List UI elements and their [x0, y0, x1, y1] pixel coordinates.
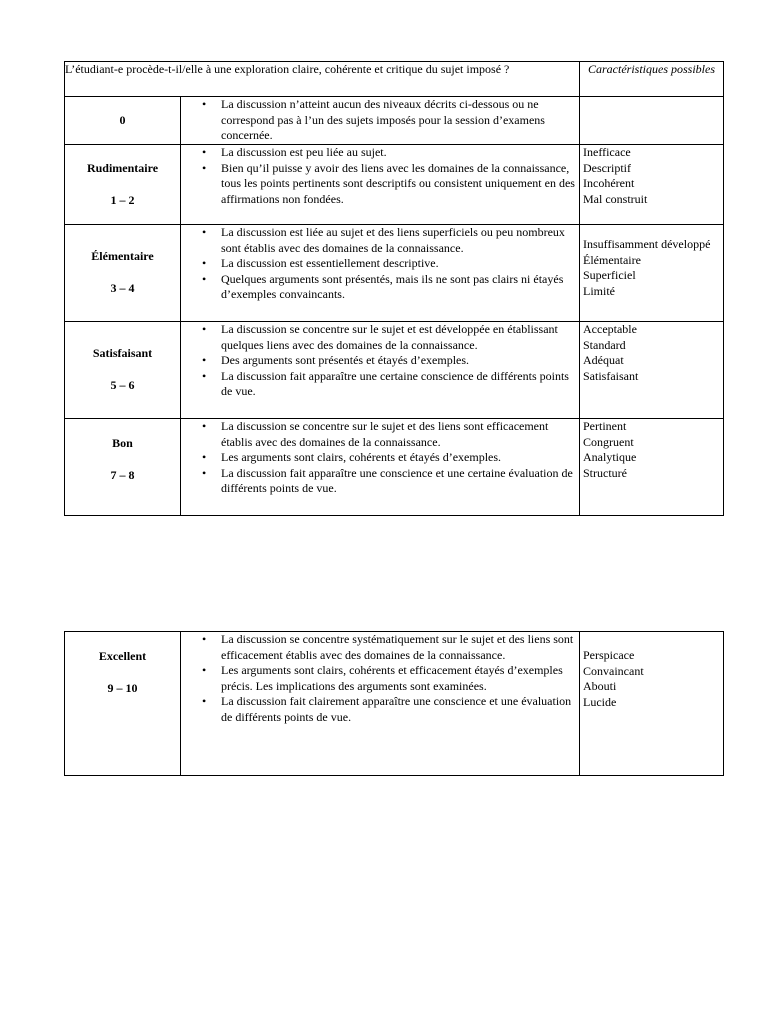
level-name: Rudimentaire — [86, 160, 159, 175]
criteria-list — [181, 225, 579, 303]
level-label-cell — [65, 632, 181, 776]
criteria-list — [181, 145, 579, 207]
criteria-list — [181, 322, 579, 400]
level-row-bon — [65, 419, 724, 516]
rubric-table-continued — [64, 631, 724, 776]
level-label-cell — [65, 419, 181, 516]
characteristic-item: Descriptif — [583, 160, 631, 175]
criteria-item: • Les arguments sont clairs, cohérents et étayés d’exemples. — [221, 450, 575, 466]
criteria-cell — [181, 145, 580, 225]
criteria-list — [181, 97, 579, 144]
characteristics-list — [580, 632, 723, 710]
criteria-cell — [181, 225, 580, 322]
criteria-item: • La discussion fait apparaître une conscience et une certaine évaluation de différents points de vue. — [221, 466, 575, 497]
criteria-item: • La discussion est peu liée au sujet. — [221, 145, 575, 161]
criteria-item: • La discussion n’atteint aucun des niveaux décrits ci-dessous ou ne correspond pas à l’un des sujets imposés pour la session d’examens concernée. — [221, 97, 575, 144]
characteristic-item: Abouti — [583, 679, 617, 694]
characteristic-item: Acceptable — [583, 322, 637, 336]
characteristics-cell — [580, 419, 724, 516]
level-label-cell — [65, 322, 181, 419]
criteria-cell — [181, 632, 580, 776]
characteristics-list — [580, 419, 723, 489]
characteristic-item: Analytique — [583, 450, 637, 465]
criteria-item: • Quelques arguments sont présentés, mais ils ne sont pas clairs ni étayés d’exemples convaincants. — [221, 272, 575, 303]
characteristics-cell — [580, 145, 724, 225]
characteristics-cell — [580, 97, 724, 145]
characteristics-list — [580, 322, 723, 394]
characteristic-item: Adéquat — [583, 353, 624, 368]
characteristics-cell — [580, 225, 724, 322]
level-row-0 — [65, 97, 724, 145]
rubric-table-main — [64, 61, 724, 516]
level-score-range: 9 – 10 — [107, 680, 138, 695]
characteristics-list — [580, 145, 723, 207]
characteristic-item: Superficiel — [583, 268, 636, 283]
level-row-excellent — [65, 632, 724, 776]
characteristics-cell — [580, 322, 724, 419]
level-row-elementaire — [65, 225, 724, 322]
characteristic-item: Convaincant — [583, 663, 644, 678]
level-label-cell — [65, 225, 181, 322]
rubric-header-row — [65, 62, 724, 97]
criteria-list — [181, 632, 579, 726]
level-label-cell — [65, 97, 181, 145]
criteria-item: • La discussion fait apparaître une certaine conscience de différents points de vue. — [221, 369, 575, 400]
level-score-range: 7 – 8 — [110, 468, 135, 482]
criteria-item: • Des arguments sont présentés et étayés d’exemples. — [221, 353, 575, 369]
level-name: Excellent — [98, 649, 147, 663]
characteristic-item: Congruent — [583, 434, 634, 449]
level-score-range: 1 – 2 — [110, 192, 135, 207]
characteristic-item: Standard — [583, 337, 626, 352]
rubric-question: L’étudiant-e procède-t-il/elle à une exploration claire, cohérente et critique du sujet imposé ? — [65, 62, 580, 97]
criteria-item: • La discussion se concentre systématiquement sur le sujet et des liens sont efficacement établis avec des domaines de la connaissance. — [221, 632, 575, 663]
characteristic-item: Lucide — [583, 694, 617, 709]
characteristics-list — [580, 225, 723, 299]
characteristic-item: Pertinent — [583, 419, 627, 433]
criteria-item: • La discussion se concentre sur le sujet et des liens sont efficacement établis avec des domaines de la connaissance. — [221, 419, 575, 450]
criteria-cell — [181, 322, 580, 419]
characteristics-header: Caractéristiques possibles — [580, 62, 724, 97]
level-score-range: 0 — [119, 112, 126, 127]
characteristic-item: Structuré — [583, 465, 627, 480]
level-name: Satisfaisant — [92, 346, 153, 361]
characteristic-item: Incohérent — [583, 176, 635, 191]
level-score-range: 3 – 4 — [110, 281, 135, 295]
characteristic-item: Limité — [583, 283, 615, 298]
characteristic-item: Perspicace — [583, 648, 635, 662]
level-name: Élémentaire — [91, 249, 154, 264]
criteria-item: • Les arguments sont clairs, cohérents et efficacement étayés d’exemples précis. Les implications des arguments sont examinées. — [221, 663, 575, 694]
criteria-item: • La discussion est liée au sujet et des liens superficiels ou peu nombreux sont établis avec des domaines de la connaissance. — [221, 225, 575, 256]
level-label-cell — [65, 145, 181, 225]
characteristics-cell — [580, 632, 724, 776]
criteria-item: • La discussion se concentre sur le sujet et est développée en établissant quelques liens avec des domaines de la connaissance. — [221, 322, 575, 353]
criteria-item: • La discussion est essentiellement descriptive. — [221, 256, 575, 272]
characteristic-item: Insuffisamment développé — [583, 237, 711, 251]
criteria-cell — [181, 97, 580, 145]
characteristic-item: Satisfaisant — [583, 368, 639, 383]
characteristic-item: Mal construit — [583, 191, 648, 206]
level-row-rudimentaire — [65, 145, 724, 225]
level-score-range: 5 – 6 — [110, 378, 135, 392]
criteria-cell — [181, 419, 580, 516]
level-name: Bon — [112, 436, 133, 451]
level-row-satisfaisant — [65, 322, 724, 419]
characteristic-item: Inefficace — [583, 145, 631, 159]
criteria-list — [181, 419, 579, 497]
criteria-item: • Bien qu’il puisse y avoir des liens avec les domaines de la connaissance, tous les points pertinents sont descriptifs ou consistent uniquement en des affirmations non fondées. — [221, 161, 575, 208]
criteria-item: • La discussion fait clairement apparaître une conscience et une évaluation de différents points de vue. — [221, 694, 575, 725]
characteristic-item: Élémentaire — [583, 252, 641, 267]
